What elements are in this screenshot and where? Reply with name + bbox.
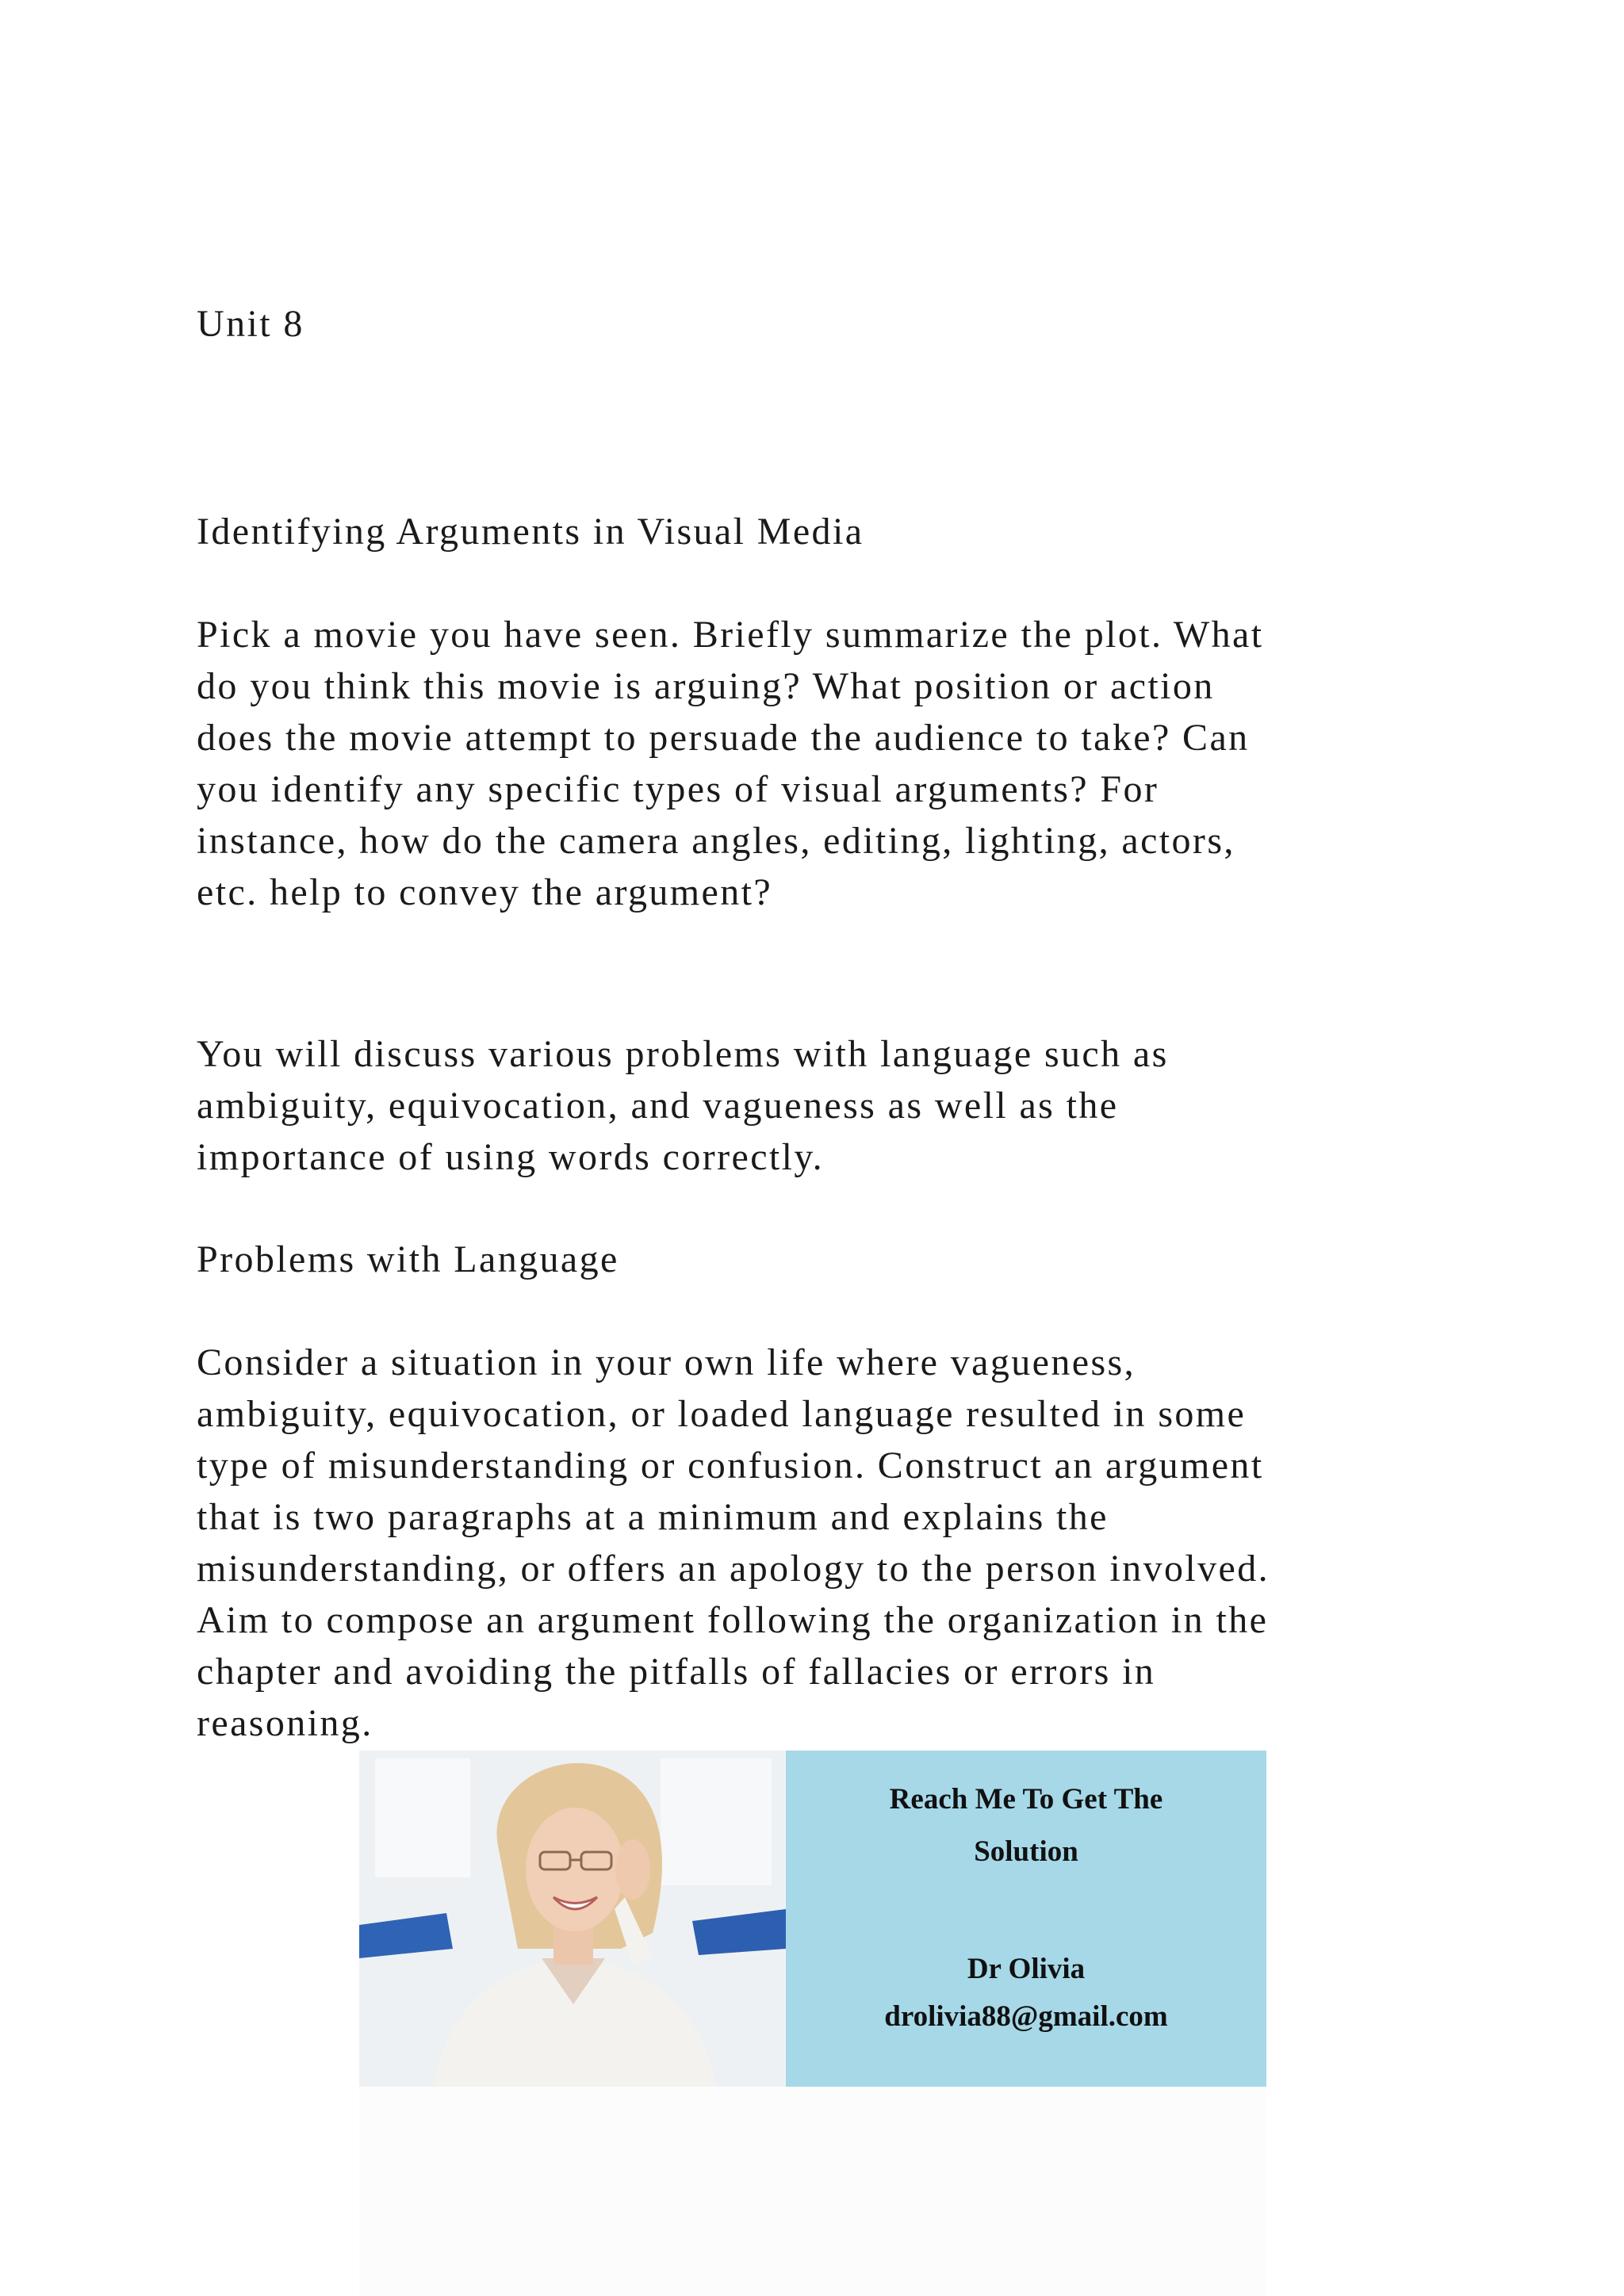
contact-ad-banner[interactable] xyxy=(359,1751,1266,2087)
section-heading-visual-media: Identifying Arguments in Visual Media xyxy=(197,511,864,553)
ad-contact-email[interactable]: drolivia88@gmail.com xyxy=(884,2000,1168,2033)
contact-card xyxy=(786,1751,1266,2087)
paragraph-visual-media-prompt: Pick a movie you have seen. Briefly summarize the plot. What do you think this movie is arguing? What position or action does the movie attempt to persuade the audience to take? Can you identify any specific types of visual arguments? For instance, how do the camera angles, editing, lighting, actors, etc. help to convey the argument? xyxy=(197,614,1264,913)
ad-call-to-action: Reach Me To Get The xyxy=(889,1783,1163,1816)
paragraph-language-intro: You will discuss various problems with language such as ambiguity, equivocation, and vagueness as well as the importance of using words correctly. xyxy=(197,1033,1169,1178)
document-title: Unit 8 xyxy=(197,303,304,345)
image-bottom-area xyxy=(359,2087,1266,2296)
woman-portrait-illustration xyxy=(359,1751,786,2087)
ad-contact-name: Dr Olivia xyxy=(967,1953,1086,1985)
paragraph-language-prompt: Consider a situation in your own life where vagueness, ambiguity, equivocation, or loaded language resulted in some type of misunderstanding or confusion. Construct an argument that is two paragraphs at a minimum and explains the misunderstanding, or offers an apology to the person involved. Aim to compose an argument following the organization in the chapter and avoiding the pitfalls of fallacies or errors in reasoning. xyxy=(197,1341,1270,1744)
tutor-photo xyxy=(359,1751,786,2087)
ad-call-to-action-cont: Solution xyxy=(974,1835,1078,1868)
section-heading-problems-with-language: Problems with Language xyxy=(197,1238,619,1280)
